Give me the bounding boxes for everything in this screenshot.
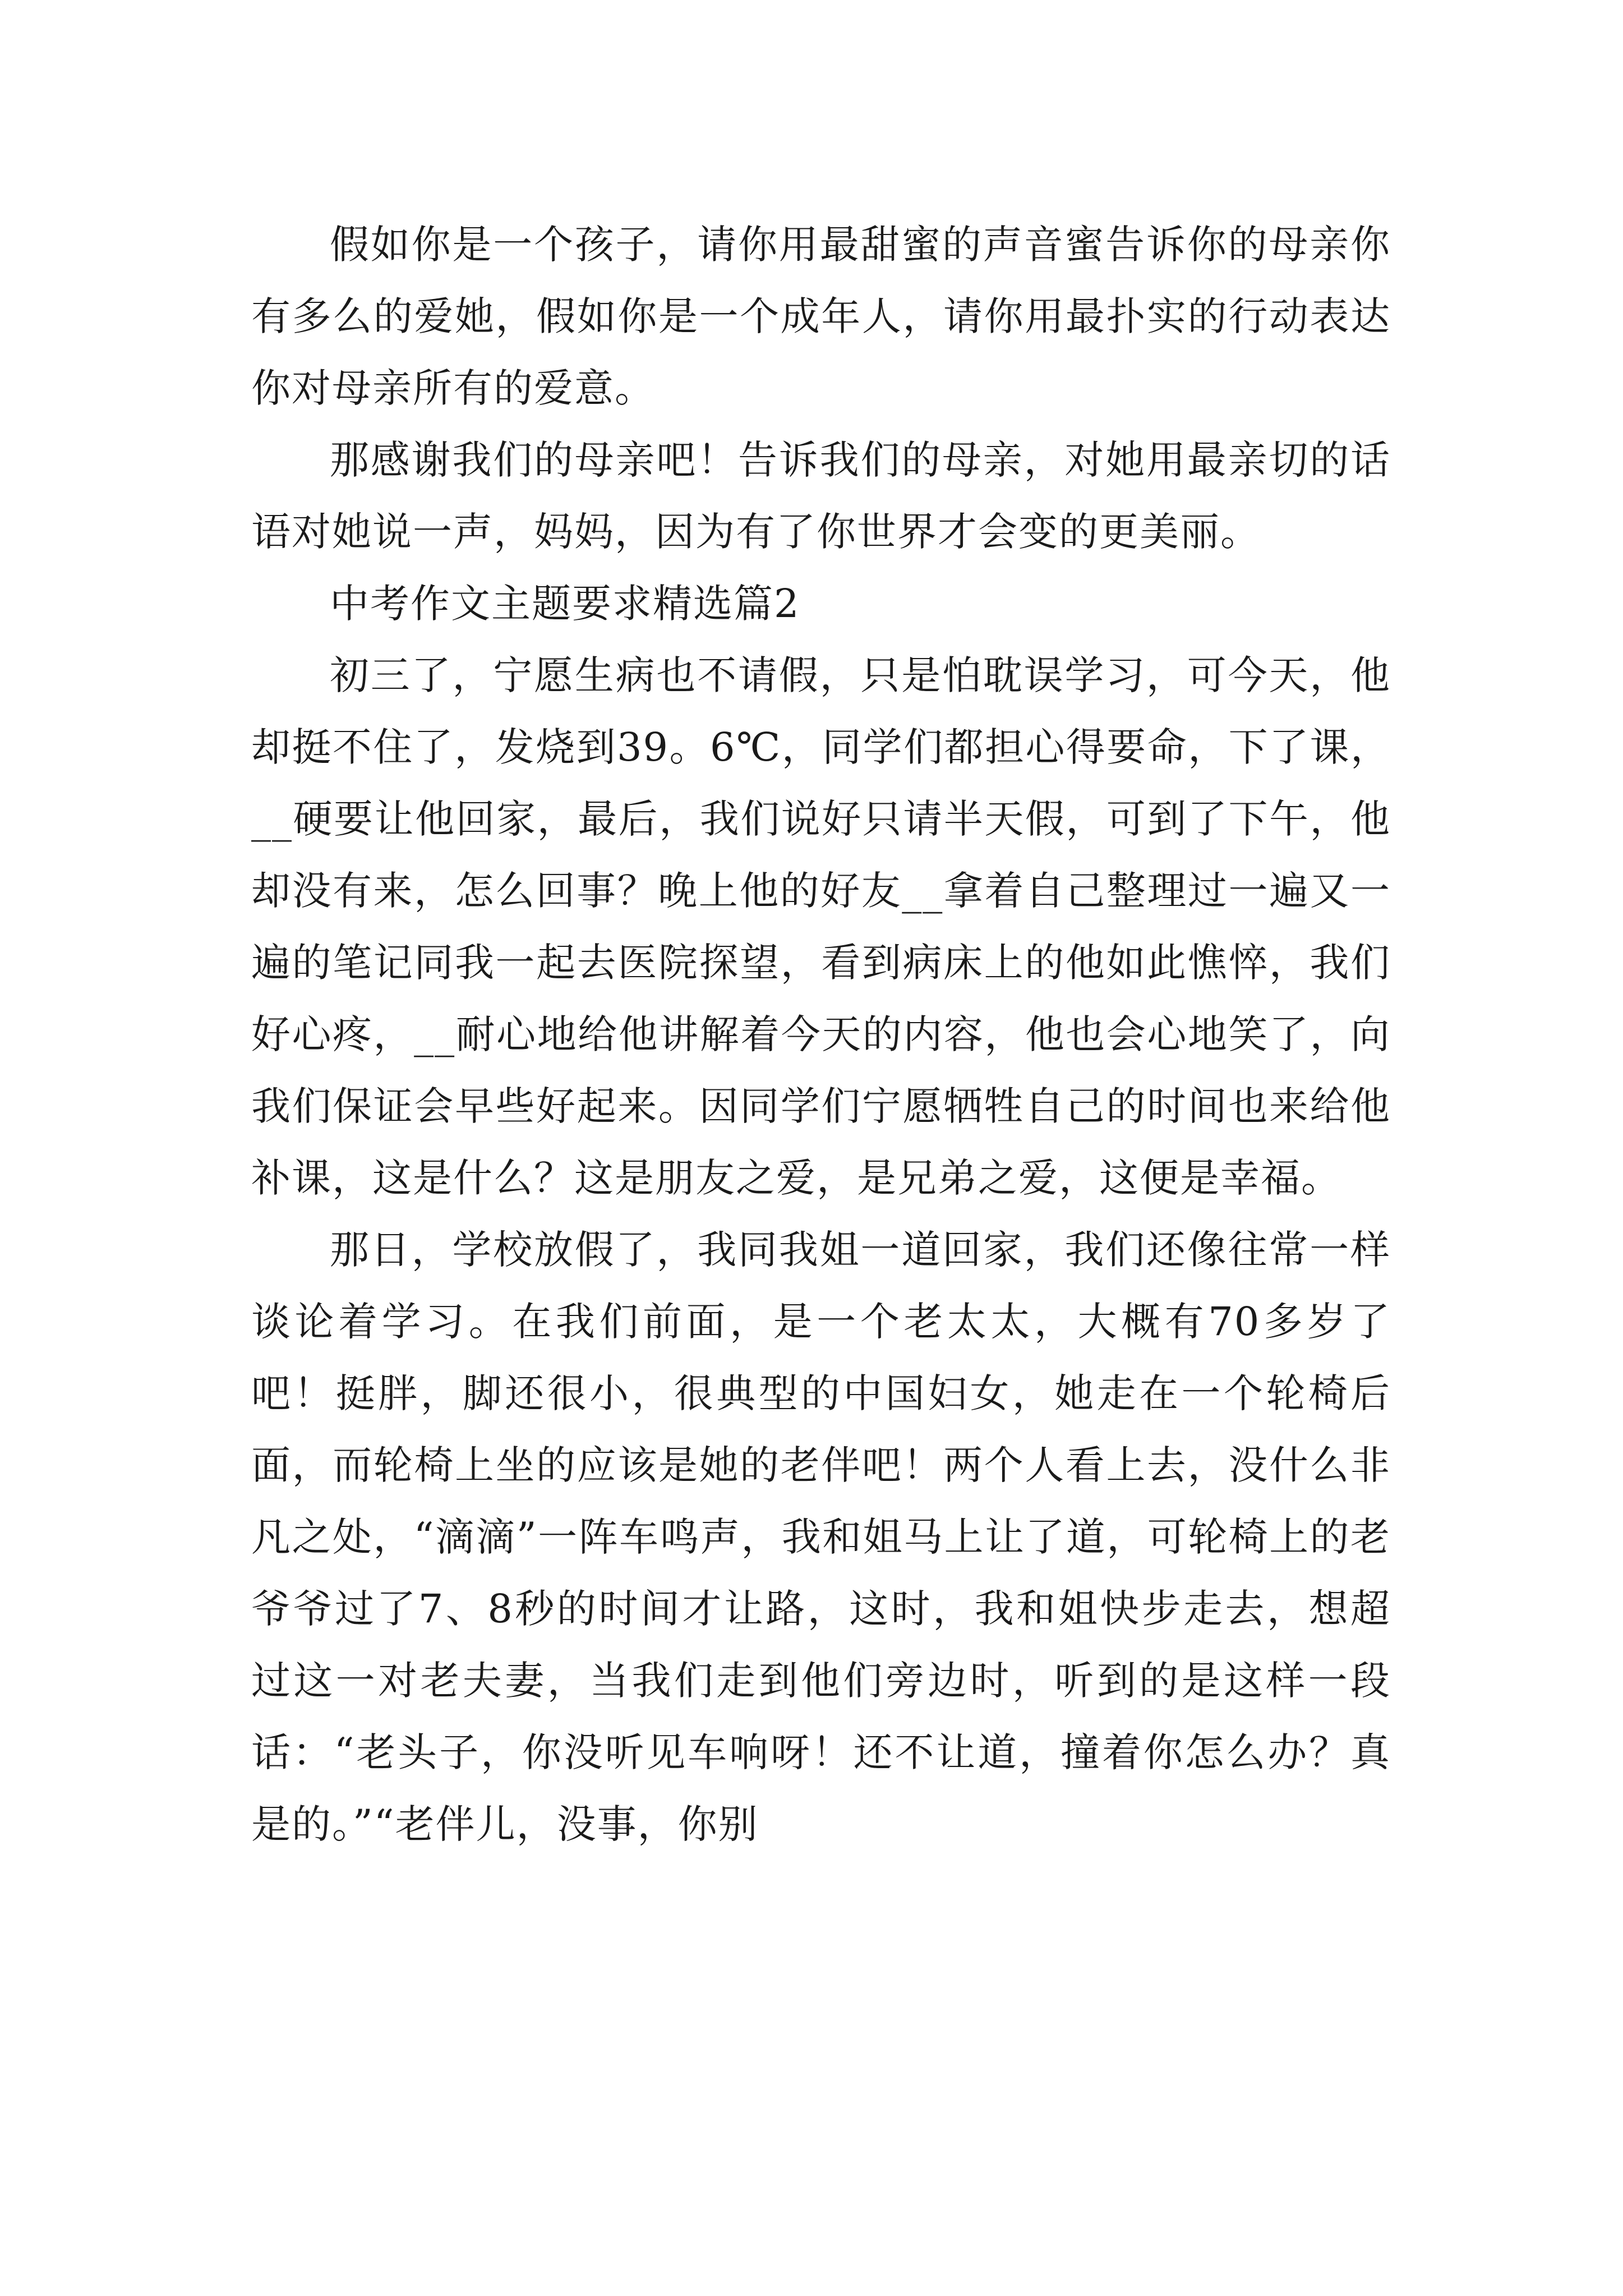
paragraph-thank-mother: 那感谢我们的母亲吧！告诉我们的母亲，对她用最亲切的话语对她说一声，妈妈，因为有了你世界才会变的更美丽。	[251, 437, 1391, 555]
paragraph-friendship: 初三了，宁愿生病也不请假，只是怕耽误学习，可今天，他却挺不住了，发烧到39。6℃，同学们都担心得要命，下了课，__硬要让他回家，最后，我们说好只请半天假，可到了下午，他却没有来，怎么回事？晚上他的好友__拿着自己整理过一遍又一遍的笔记同我一起去医院探望，看到病床上的他如此憔悴，我们好心疼，__耐心地给他讲解着今天的内容，他也会心地笑了，向我们保证会早些好起来。因同学们宁愿牺牲自己的时间也来给他补课，这是什么？这是朋友之爱，是兄弟之爱，这便是幸福。	[251, 652, 1391, 1201]
document-body	[251, 209, 1391, 1860]
paragraph-gratitude-child: 假如你是一个孩子，请你用最甜蜜的声音蜜告诉你的母亲你有多么的爱她，假如你是一个成年人，请你用最扑实的行动表达你对母亲所有的爱意。	[251, 222, 1391, 411]
paragraph-old-couple: 那日，学校放假了，我同我姐一道回家，我们还像往常一样谈论着学习。在我们前面，是一个老太太，大概有70多岁了吧！挺胖，脚还很小，很典型的中国妇女，她走在一个轮椅后面，而轮椅上坐的应该是她的老伴吧！两个人看上去，没什么非凡之处，“滴滴”一阵车鸣声，我和姐马上让了道，可轮椅上的老爷爷过了7、8秒的时间才让路，这时，我和姐快步走去，想超过这一对老夫妻，当我们走到他们旁边时，听到的是这样一段话：“老头子，你没听见车响呀！还不让道，撞着你怎么办？真是的。”“老伴儿，没事，你别	[251, 1227, 1391, 1847]
section-heading: 中考作文主题要求精选篇2	[330, 581, 800, 627]
